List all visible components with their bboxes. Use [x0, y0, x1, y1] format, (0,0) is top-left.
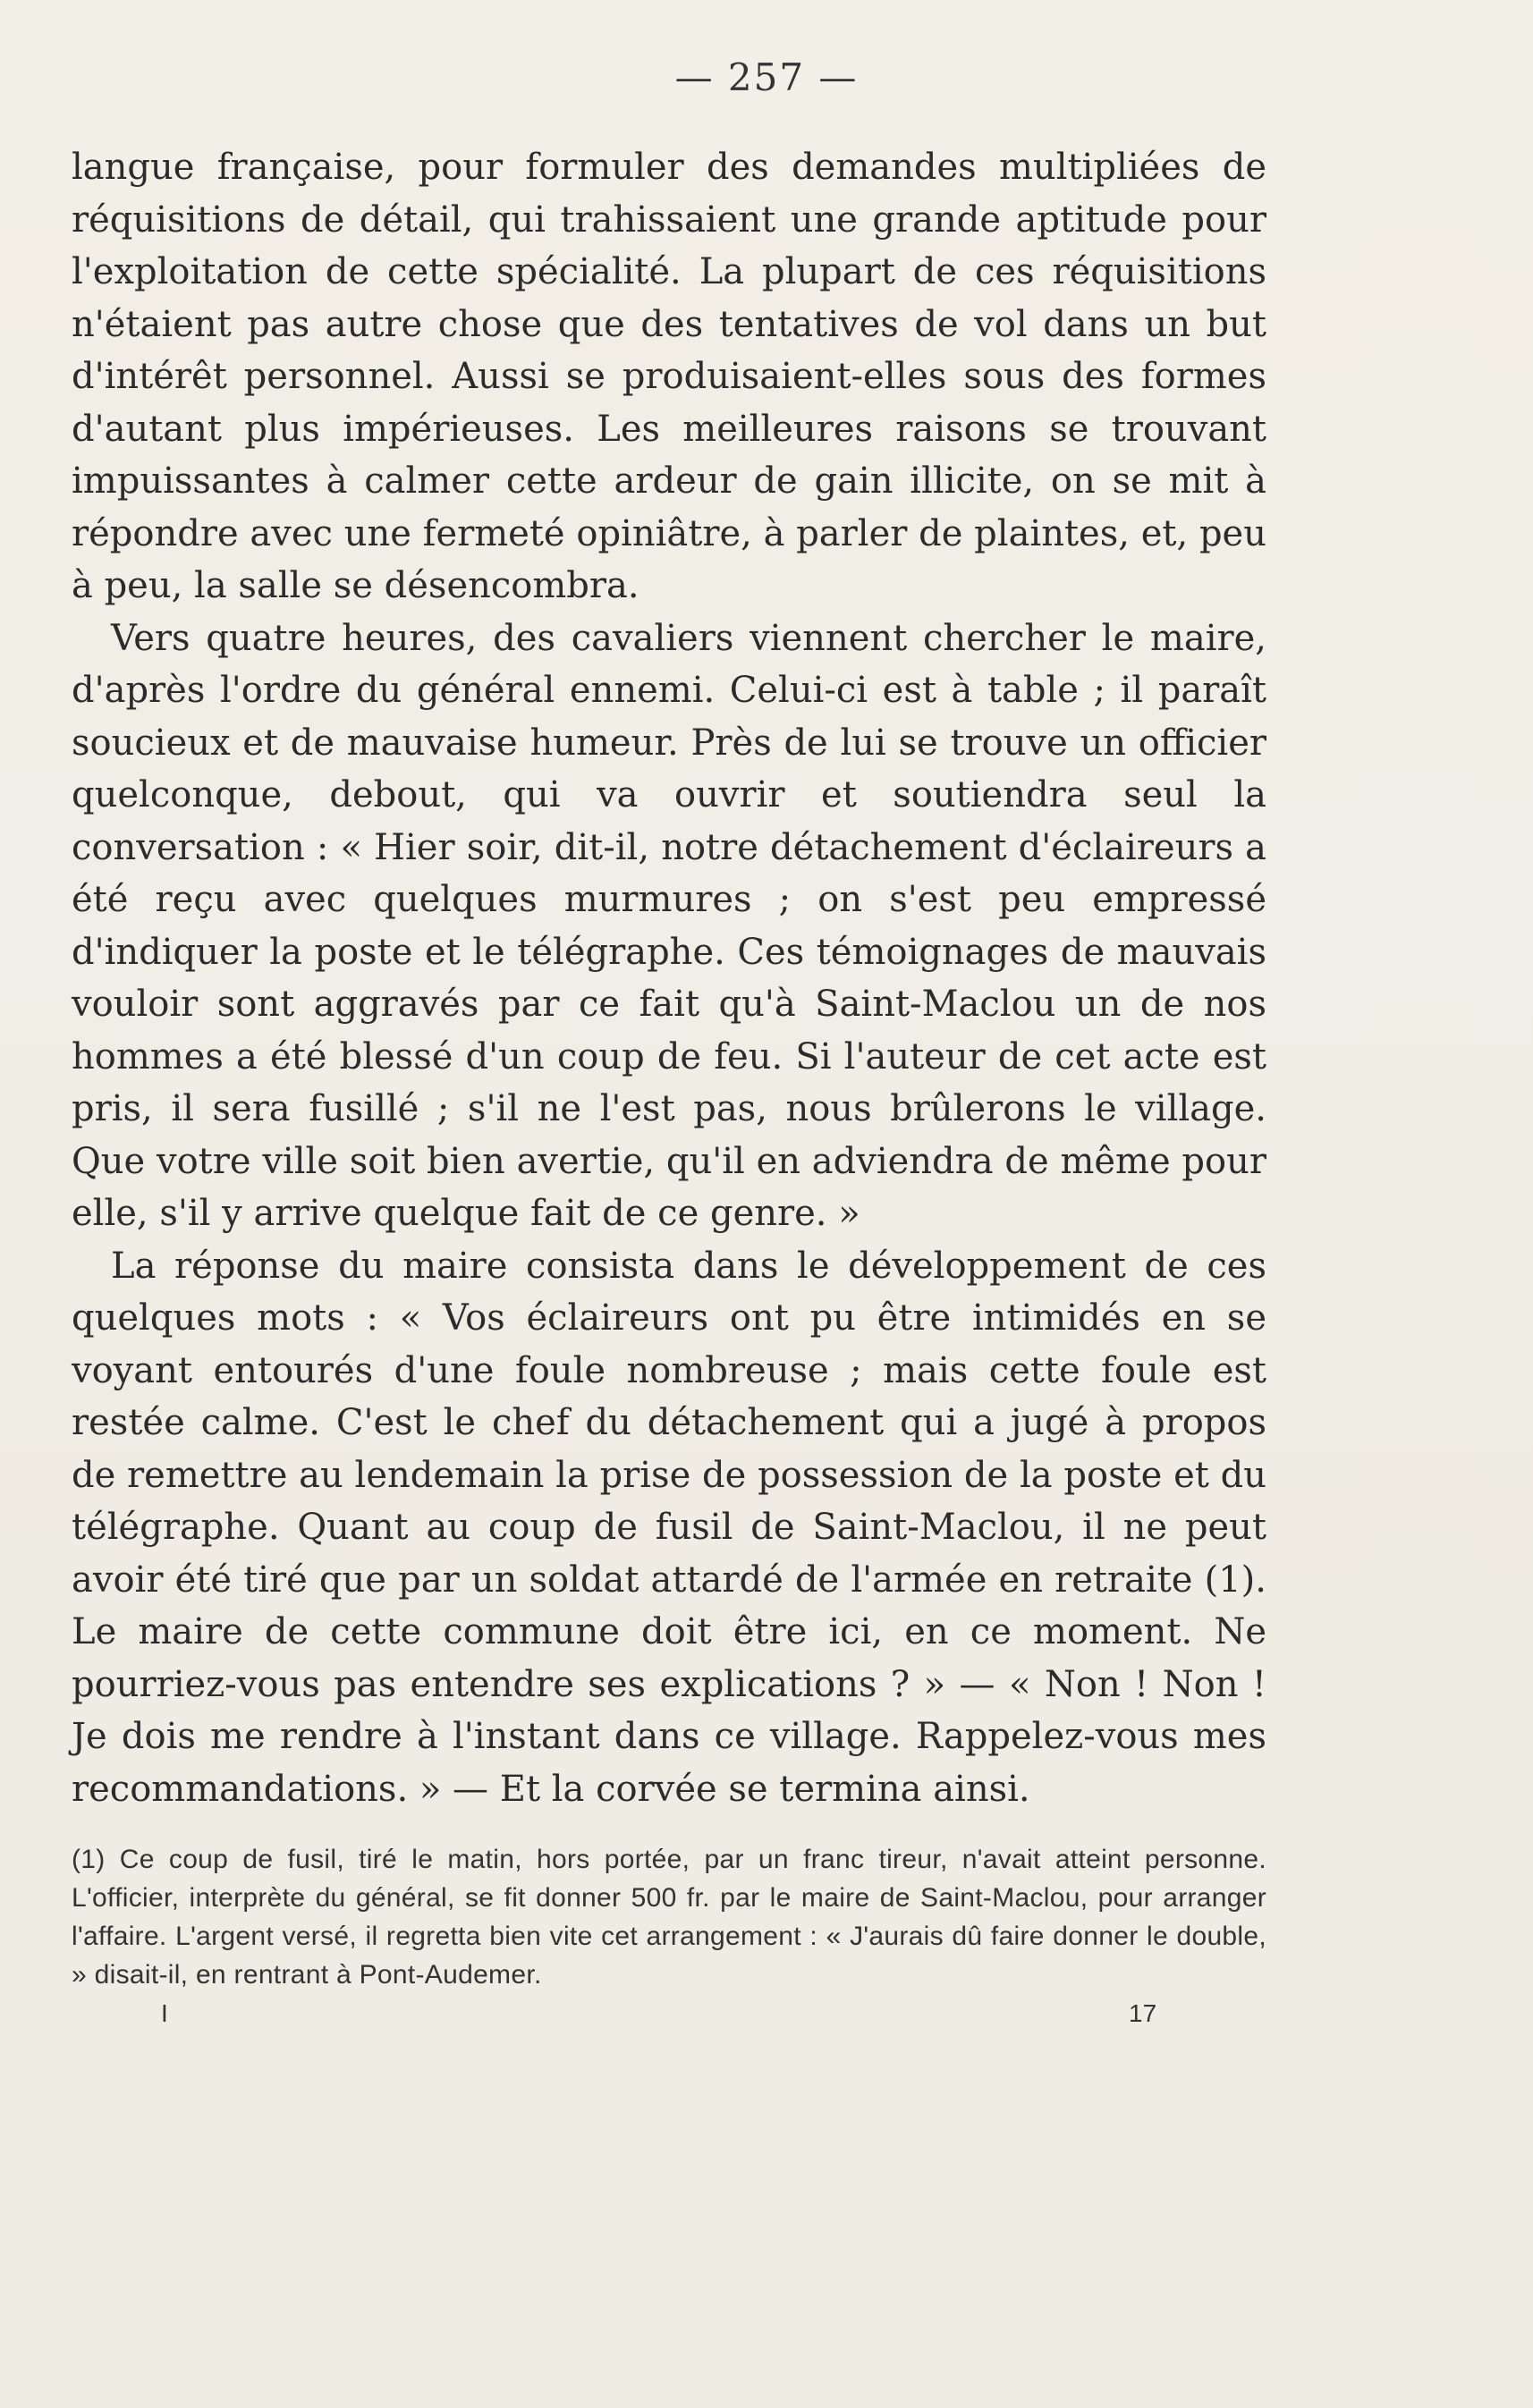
page-number: — 257 —: [674, 55, 859, 99]
footnote-text: (1) Ce coup de fusil, tiré le matin, hors portée, par un franc tireur, n'avait atteint personne. L'officier, interprète du général, se fit donner 500 fr. par le maire de Saint-Maclou, pour arranger l'affaire. L'argent versé, il regretta bien vite cet arrangement : « J'aurais dû faire donner le double, » disait-il, en rentrant à Pont-Audemer.: [72, 1845, 1266, 1990]
paragraph-3: La réponse du maire consista dans le développement de ces quelques mots : « Vos éclaireurs ont pu être intimidés en se voyant entourés d'une foule nombreuse ; mais cette foule est restée calme. C'est le chef du détachement qui a jugé à propos de remettre au lendemain la prise de possession de la poste et du télégraphe. Quant au coup de fusil de Saint-Maclou, il ne peut avoir été tiré que par un soldat attardé de l'armée en retraite (1). Le maire de cette commune doit être ici, en ce moment. Ne pourriez-vous pas entendre ses explications ? » — « Non ! Non ! Je dois me rendre à l'instant dans ce village. Rappelez-vous mes recommandations. » — Et la corvée se termina ainsi.: [72, 1245, 1266, 1810]
page-content: [72, 141, 1266, 2039]
printer-signature: [72, 1999, 1266, 2039]
footnote: [72, 1840, 1266, 1994]
paragraph-1: langue française, pour formuler des demandes multipliées de réquisitions de détail, qui trahissaient une grande aptitude pour l'exploitation de cette spécialité. La plupart de ces réquisitions n'étaient pas autre chose que des tentatives de vol dans un but d'intérêt personnel. Aussi se produisaient-elles sous des formes d'autant plus impérieuses. Les meilleures raisons se trouvant impuissantes à calmer cette ardeur de gain illicite, on se mit à répondre avec une fermeté opiniâtre, à parler de plaintes, et, peu à peu, la salle se désencombra.: [72, 147, 1266, 606]
sheet-number: 17: [1129, 1999, 1157, 2027]
body-text: [72, 141, 1266, 1815]
volume-mark: I: [161, 1999, 168, 2027]
paragraph-2: Vers quatre heures, des cavaliers viennent chercher le maire, d'après l'ordre du général ennemi. Celui-ci est à table ; il paraît soucieux et de mauvaise humeur. Près de lui se trouve un officier quelconque, debout, qui va ouvrir et soutiendra seul la conversation : « Hier soir, dit-il, notre détachement d'éclaireurs a été reçu avec quelques murmures ; on s'est peu empressé d'indiquer la poste et le télégraphe. Ces témoignages de mauvais vouloir sont aggravés par ce fait qu'à Saint-Maclou un de nos hommes a été blessé d'un coup de feu. Si l'auteur de cet acte est pris, il sera fusillé ; s'il ne l'est pas, nous brûlerons le village. Que votre ville soit bien avertie, qu'il en adviendra de même pour elle, s'il y arrive quelque fait de ce genre. »: [72, 617, 1266, 1234]
